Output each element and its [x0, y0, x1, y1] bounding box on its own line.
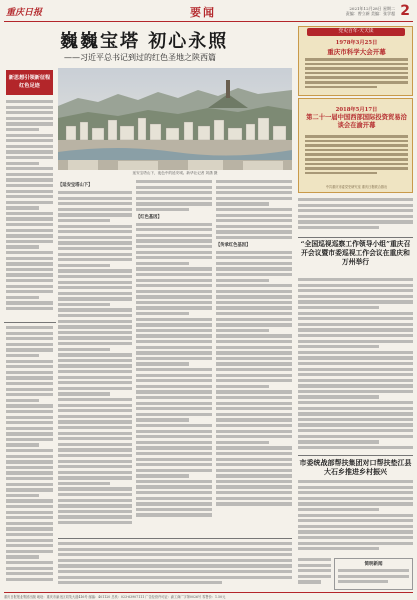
middle-bottom-text	[58, 542, 292, 588]
masthead-editors: 责编：曾立新 美编：张学超	[345, 11, 395, 16]
calendar2-body	[305, 135, 408, 176]
middle-column-2-text: 【红色基因】	[136, 180, 212, 535]
calendar-body	[305, 58, 408, 90]
middle-column-3-text: 【传承红色基因】	[216, 180, 292, 535]
brief-news-box	[334, 558, 413, 590]
section-title: 要闻	[190, 6, 216, 19]
column-badge-text: 新思想引领新征程 红色足迹	[8, 75, 51, 89]
left-column-text	[6, 100, 53, 318]
middle-bottom-divider	[58, 538, 292, 539]
photo-caption: 延安宝塔山下，夜色中的延安城。新华社记者 刘潇 摄	[132, 171, 218, 175]
party-history-calendar-2	[298, 98, 413, 193]
yanan-cityscape-photo	[58, 68, 292, 170]
right-article-headline: “全国巡视巡察工作领导小组”重庆召开会议暨市委巡视工作会议在重庆和万州举行	[300, 240, 411, 266]
page-number: 2	[400, 3, 410, 19]
party-history-calendar	[298, 26, 413, 96]
calendar2-date: 2018年5月17日	[335, 107, 378, 113]
right-column-text-2	[298, 278, 413, 454]
left-column-lower-text	[6, 326, 53, 588]
column-badge	[6, 70, 53, 95]
calendar-date: 1978年3月25日	[335, 40, 378, 46]
newspaper-logo: 重庆日报	[6, 8, 43, 18]
middle-column-1-text: 【延安宝塔山下】	[58, 180, 132, 535]
pagoda-icon	[226, 80, 230, 98]
calendar2-footer: 中共重庆市委党史研究室 重庆日报联合推出	[325, 185, 388, 189]
right-column-text-3	[298, 480, 413, 556]
calendar-headline: 重庆市科学大会开幕	[327, 48, 386, 56]
page-footer: 重庆日报报业集团出版 地址：重庆市渝北区同茂大道416号 邮编：401120 总机：023-63907111 广告经营许可证：渝工商广字第0026号 零售价：1.50元	[4, 592, 413, 599]
photo-illustration	[58, 68, 292, 170]
brief-news-title: 简明新闻	[364, 562, 383, 567]
masthead	[4, 2, 413, 22]
calendar2-headline: 第二十一届中国西部国际投资贸易洽谈会在渝开幕	[306, 114, 407, 129]
calendar-title: 党史百年·天天读	[307, 28, 405, 36]
right-divider-1	[298, 237, 413, 238]
right-divider-2	[298, 455, 413, 456]
right-article2-headline: 市委统战部帮扶集团对口帮扶垫江县大石乡推进乡村振兴	[299, 458, 412, 476]
right-column-text-1	[298, 198, 413, 236]
left-divider	[4, 322, 56, 323]
main-headline: 巍巍宝塔 初心永照	[60, 31, 229, 52]
main-subheadline: ——习近平总书记到过的红色圣地之陕西篇	[64, 53, 216, 62]
masthead-info	[346, 6, 395, 16]
right-bottom-left-text	[298, 558, 331, 590]
masthead-date: 2021年12月28日 星期二	[349, 6, 395, 11]
